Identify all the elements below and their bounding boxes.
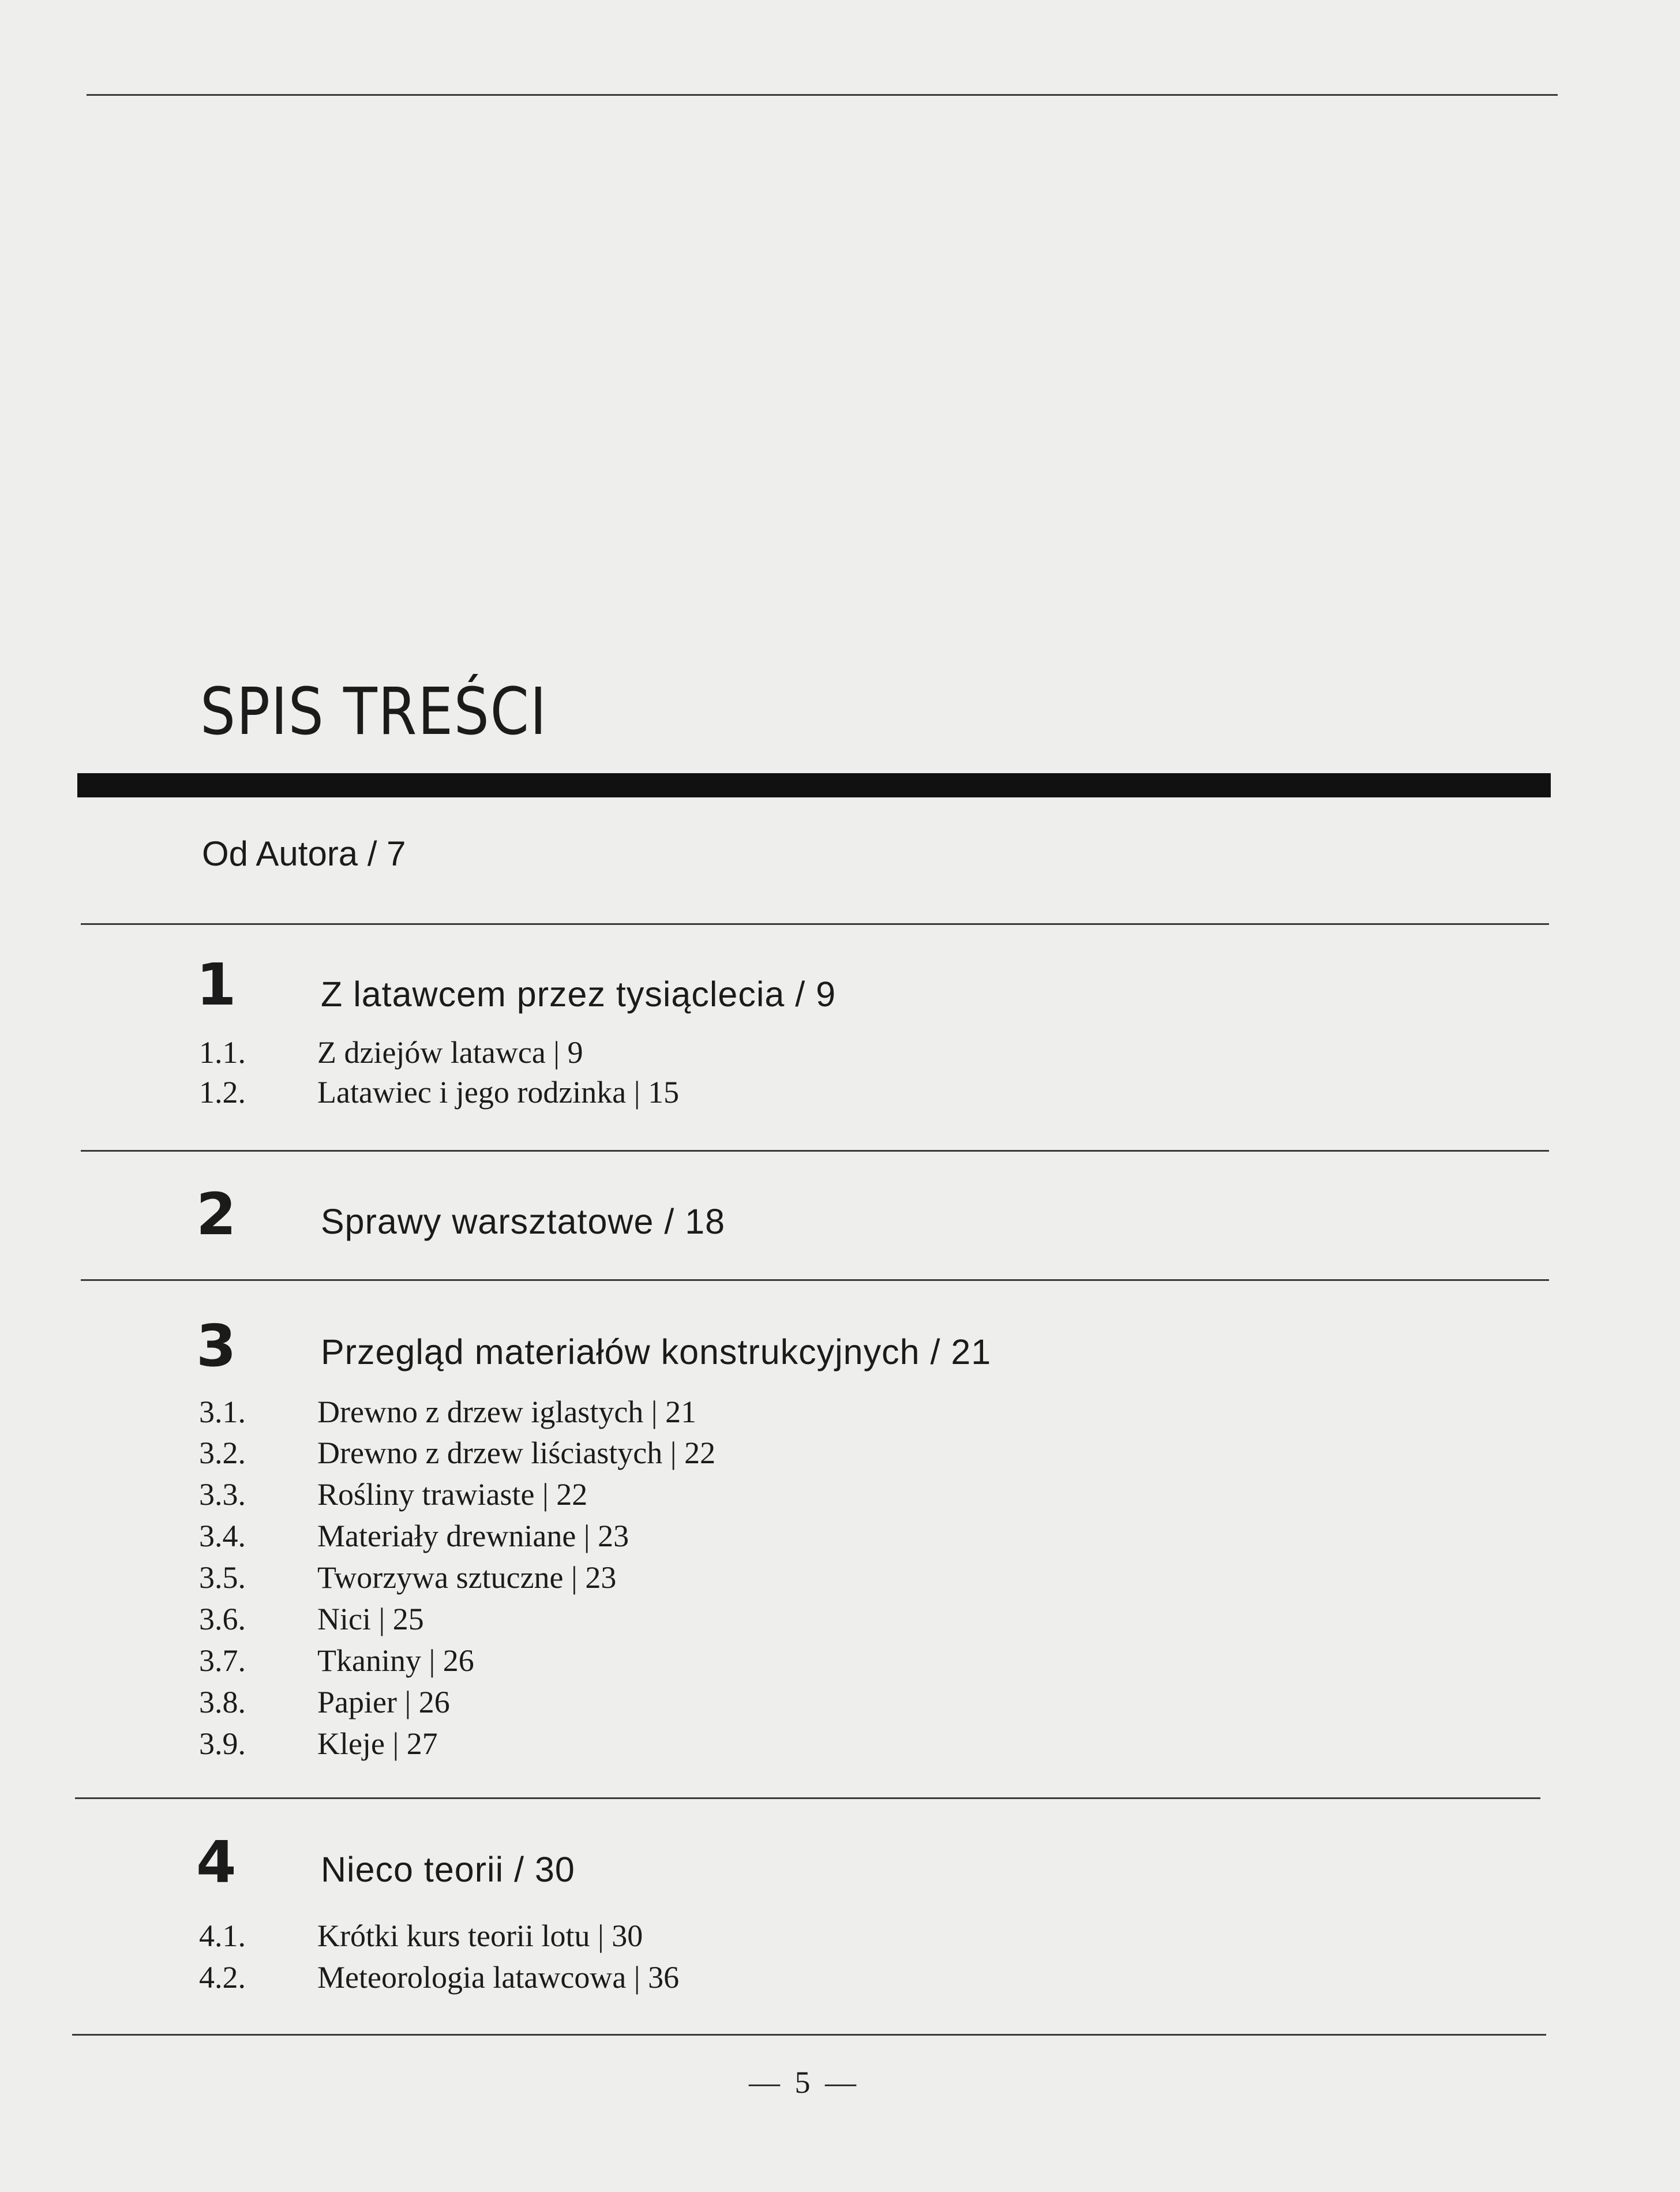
section-title: Nici | 25	[317, 1602, 424, 1636]
title-underline	[77, 773, 1551, 797]
chapter-number: 4	[196, 1828, 237, 1896]
section-title: Papier | 26	[317, 1685, 450, 1719]
top-rule	[87, 94, 1558, 96]
section-number: 3.4.	[199, 1519, 246, 1553]
section-number: 3.7.	[199, 1643, 246, 1678]
section-number: 3.2.	[199, 1436, 246, 1470]
section-number: 4.2.	[199, 1960, 246, 1995]
divider-rule	[81, 1279, 1549, 1281]
page-number: — 5 —	[749, 2065, 860, 2100]
chapter-title: Przegląd materiałów konstrukcyjnych / 21	[321, 1332, 992, 1372]
section-number: 1.2.	[199, 1075, 246, 1110]
page-title: SPIS TREŚCI	[200, 675, 548, 750]
section-number: 1.1.	[199, 1035, 246, 1070]
section-title: Latawiec i jego rodzinka | 15	[317, 1075, 680, 1110]
chapter-title: Nieco teorii / 30	[321, 1850, 575, 1889]
section-title: Krótki kurs teorii lotu | 30	[317, 1919, 643, 1953]
section-title: Drewno z drzew liściastych | 22	[317, 1436, 716, 1470]
chapter-title: Z latawcem przez tysiąclecia / 9	[321, 975, 837, 1014]
section-number: 3.1.	[199, 1395, 246, 1429]
divider-rule	[75, 1797, 1540, 1799]
section-title: Z dziejów latawca | 9	[317, 1035, 583, 1070]
section-title: Tkaniny | 26	[317, 1643, 474, 1678]
chapter-number: 1	[196, 951, 237, 1018]
section-number: 3.5.	[199, 1560, 246, 1595]
section-number: 4.1.	[199, 1919, 246, 1953]
section-title: Meteorologia latawcowa | 36	[317, 1960, 680, 1995]
chapter-number: 2	[196, 1181, 237, 1248]
intro-entry: Od Autora / 7	[202, 834, 406, 873]
chapter-number: 3	[196, 1312, 237, 1380]
section-title: Materiały drewniane | 23	[317, 1519, 629, 1553]
section-number: 3.9.	[199, 1726, 246, 1761]
section-title: Kleje | 27	[317, 1726, 438, 1761]
chapter-title: Sprawy warsztatowe / 18	[321, 1202, 726, 1241]
section-number: 3.3.	[199, 1477, 246, 1512]
bottom-rule	[72, 2034, 1546, 2036]
section-number: 3.8.	[199, 1685, 246, 1719]
divider-rule	[81, 1150, 1549, 1152]
section-number: 3.6.	[199, 1602, 246, 1636]
section-title: Drewno z drzew iglastych | 21	[317, 1395, 697, 1429]
section-title: Rośliny trawiaste | 22	[317, 1477, 588, 1512]
divider-rule	[81, 923, 1549, 925]
section-title: Tworzywa sztuczne | 23	[317, 1560, 617, 1595]
